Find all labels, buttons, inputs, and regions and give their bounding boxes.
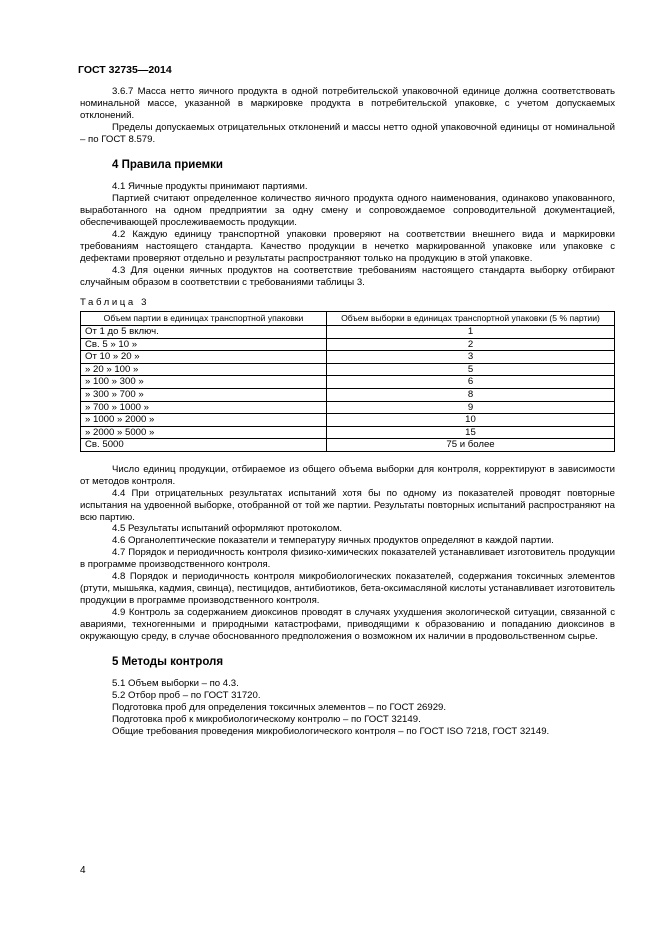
paragraph-4-6: 4.6 Органолептические показатели и температуру яичных продуктов определяют в каждой партии. (112, 535, 554, 547)
table-row (81, 401, 615, 414)
paragraph-micro-prep: Подготовка проб к микробиологическому контролю – по ГОСТ 32149. (112, 714, 421, 726)
section-5-title: 5 Методы контроля (112, 655, 224, 668)
table-cell: 6 (327, 376, 615, 389)
table-cell: 5 (327, 363, 615, 376)
table-row (81, 426, 615, 439)
paragraph-3-6-7: 3.6.7 Масса нетто яичного продукта в одной потребительской упаковочной единице должна соответствовать номинальной массе, указанной в маркировке продукта в потребительской упаковке, с учетом допускаемых отклонений. (80, 86, 615, 121)
table-cell: 2 (327, 338, 615, 351)
table-row (81, 376, 615, 389)
table-header-cell: Объем партии в единицах транспортной упаковки (81, 311, 327, 326)
paragraph-tolerances: Пределы допускаемых отрицательных отклонений и массы нетто одной упаковочной единицы от номинальной – по ГОСТ 8.579. (80, 121, 615, 145)
table-cell: 9 (327, 401, 615, 414)
paragraph-toxic-prep: Подготовка проб для определения токсичных элементов – по ГОСТ 26929. (112, 702, 447, 714)
table-row (81, 351, 615, 364)
paragraph-4-9: 4.9 Контроль за содержанием диоксинов проводят в случаях ухудшения экологической ситуации, связанной с авариями, техногенными и природными катастрофами, приводящими к образованию и попаданию диоксинов в окружающую среду, в случае обоснованного предположения о возможном их наличии в продовольственном сырье. (80, 606, 615, 642)
paragraph-4-5: 4.5 Результаты испытаний оформляют протоколом. (112, 523, 343, 535)
table-cell: 75 и более (327, 439, 615, 452)
paragraph-4-4: 4.4 При отрицательных результатах испытаний хотя бы по одному из показателей проводят повторные испытания на удвоенной выборке, отобранной от той же партии. Результаты повторных испытаний распространяют на всю партию. (80, 487, 615, 523)
section-4-title: 4 Правила приемки (112, 158, 223, 171)
table-cell: 10 (327, 414, 615, 427)
paragraph-sample-count: Число единиц продукции, отбираемое из общего объема выборки для контроля, корректируют в зависимости от методов контроля. (80, 463, 615, 487)
paragraph-4-3: 4.3 Для оценки яичных продуктов на соответствие требованиям настоящего стандарта выборку отбирают случайным образом в соответствии с требованиями таблицы 3. (80, 264, 615, 288)
paragraph-4-2: 4.2 Каждую единицу транспортной упаковки проверяют на соответствии внешнего вида и маркировки требованиям настоящего стандарта. Качество продукции в нечетко маркированной упаковке или упаковке с дефектами проверяют отдельно и результаты распространяют только на продукцию в этой упаковке. (80, 229, 615, 264)
table-cell: 8 (327, 388, 615, 401)
table-row (81, 326, 615, 339)
table-cell: » 2000 » 5000 » (81, 426, 327, 439)
table-cell: 3 (327, 351, 615, 364)
table-cell: » 20 » 100 » (81, 363, 327, 376)
table-row (81, 388, 615, 401)
table-3-caption: Таблица 3 (80, 296, 150, 308)
table-3 (80, 311, 615, 452)
table-cell: 15 (327, 426, 615, 439)
paragraph-batch-definition: Партией считают определенное количество яичного продукта одного наименования, одинаково упакованного, выработанного на одном предприятии за одну смену и сопровождаемое сопроводительной документацией, обеспечивающей прослеживаемость продукции. (80, 193, 615, 229)
table-cell: » 700 » 1000 » (81, 401, 327, 414)
table-cell: » 300 » 700 » (81, 388, 327, 401)
table-cell: Св. 5 » 10 » (81, 338, 327, 351)
paragraph-4-1: 4.1 Яичные продукты принимают партиями. (112, 181, 308, 193)
table-cell: » 1000 » 2000 » (81, 414, 327, 427)
paragraph-micro-general: Общие требования проведения микробиологического контроля – по ГОСТ ISO 7218, ГОСТ 32149. (112, 726, 550, 738)
table-row (81, 439, 615, 452)
table-row (81, 338, 615, 351)
paragraph-5-1: 5.1 Объем выборки – по 4.3. (112, 678, 239, 690)
paragraph-4-7: 4.7 Порядок и периодичность контроля физико-химических показателей устанавливает изготовитель продукции в программе производственного контроля. (80, 547, 615, 571)
table-cell: От 1 до 5 включ. (81, 326, 327, 339)
paragraph-5-2: 5.2 Отбор проб – по ГОСТ 31720. (112, 690, 261, 702)
table-cell: От 10 » 20 » (81, 351, 327, 364)
table-cell: » 100 » 300 » (81, 376, 327, 389)
paragraph-4-8: 4.8 Порядок и периодичность контроля микробиологических показателей, содержания токсичных элементов (ртути, мышьяка, кадмия, свинца), пестицидов, антибиотиков, бета-оксимасляной кислоты устанавливает изготовитель продукции в программе производственного контроля. (80, 571, 615, 606)
table-header-row (81, 311, 615, 326)
table-cell: 1 (327, 326, 615, 339)
page-number: 4 (80, 865, 86, 876)
table-cell: Св. 5000 (81, 439, 327, 452)
document-body (80, 86, 615, 738)
document-header: ГОСТ 32735—2014 (78, 64, 172, 76)
table-row (81, 414, 615, 427)
table-header-cell: Объем выборки в единицах транспортной упаковки (5 % партии) (327, 311, 615, 326)
table-row (81, 363, 615, 376)
